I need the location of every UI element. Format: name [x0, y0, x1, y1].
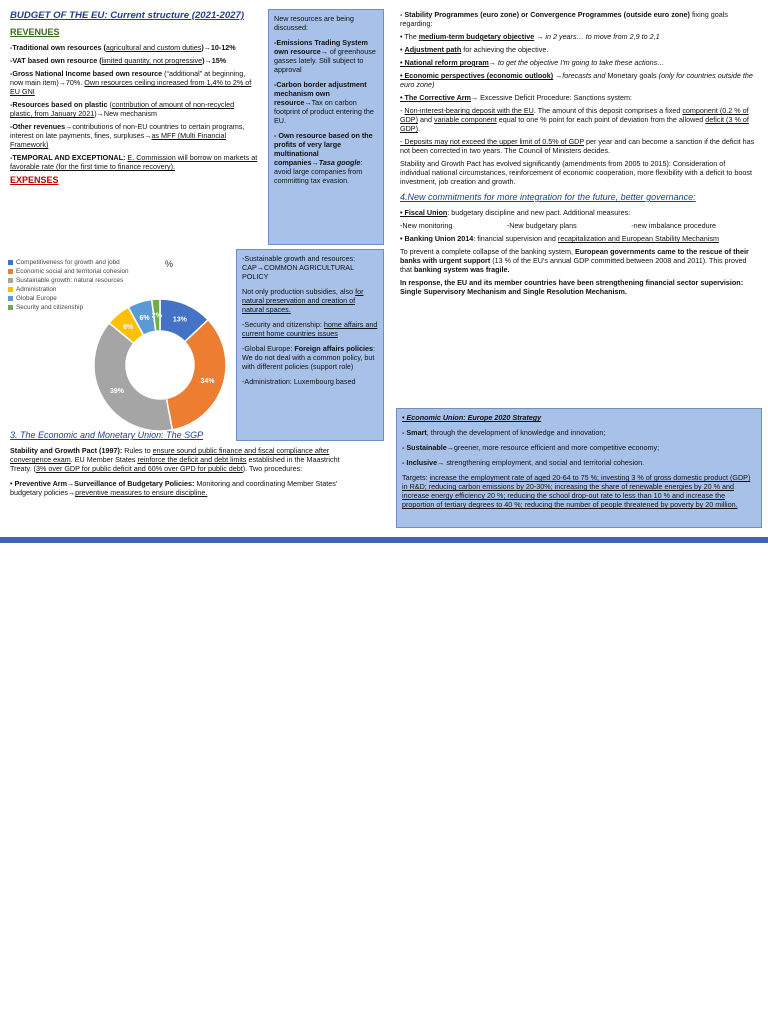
legend-label: Administration — [16, 286, 57, 293]
legend-label: Competitiveness for growth and jobd — [16, 259, 120, 266]
fiscal-measures — [400, 221, 756, 230]
cap-subsidies: Not only production subsidies, also for natural preservation and creation of natural spaces. — [242, 287, 364, 314]
legend-item — [8, 258, 178, 267]
governance-heading: 4.New commitments for more integration for the future, better governance: — [400, 192, 696, 202]
national-reform-program: • National reform program→ to get the objective I'm going to take these actions… — [400, 58, 665, 67]
budgetary-objective: • The medium-term budgetary objective → in 2 years… to move from 2,9 to 2,1 — [400, 32, 660, 41]
revenue-traditional: -Traditional own resources (agricultural and custom duties)→10-12% — [10, 43, 236, 52]
legend-label: Global Europe — [16, 295, 57, 302]
legend-item — [8, 267, 178, 276]
global-europe-text: -Global Europe: Foreign affairs policies: We do not deal with a common policy, but with different policies (support role) — [242, 344, 376, 371]
administration-text: -Administration: Luxembourg based — [242, 377, 356, 386]
revenue-gni: -Gross National Income based own resource (“additional” at beginning, now main item)→70%. Own resources ceiling increased from 1,4% to 2% of EU GNI — [10, 69, 252, 96]
revenue-vat: -VAT based own resource (limited quantity, not progressive)→15% — [10, 56, 227, 65]
donut-data-label: 6% — [139, 314, 150, 322]
donut-data-label: 2% — [151, 312, 162, 320]
fiscal-union: • Fiscal Union: budgetary discipline and new pact. Additional measures: — [400, 208, 631, 217]
sgp-evolution: Stability and Growth Pact has evolved significantly (amendments from 2005 to 2015): Consideration of individual national circumstances, reinforcement of economic cooperation, more flexibility with a deficit to boost investment, job creation and growth. — [400, 159, 752, 186]
legend-label: Sustainable growth: natural resources — [16, 277, 124, 284]
column-left — [10, 10, 258, 187]
corrective-arm: • The Corrective Arm→ Excessive Deficit Procedure: Sanctions system: — [400, 93, 632, 102]
legend-swatch — [8, 260, 13, 265]
europe-2020-box — [396, 408, 762, 528]
legend-swatch — [8, 296, 13, 301]
carbon-border-resource: -Carbon border adjustment mechanism own resource→Tax on carbon footprint of product entering the EU. — [274, 80, 374, 125]
donut-data-label: 6% — [123, 323, 134, 331]
page-title: BUDGET OF THE EU: Current structure (2021-2027) — [10, 10, 245, 21]
stability-programmes: - Stability Programmes (euro zone) or Convergence Programmes (outside euro zone) fixing goals regarding: — [400, 10, 728, 28]
measure-monitoring: -New monitoring — [400, 221, 453, 230]
ets-resource: -Emissions Trading System own resource→ of greenhouse gasses lately. Still subject to approval — [274, 38, 376, 74]
legend-label: Economic social and territorial cohesion — [16, 268, 129, 275]
donut-data-label: 39% — [109, 387, 124, 395]
legend-swatch — [8, 278, 13, 283]
multinational-resource: - Own resource based on the profits of very large multinational companies→Tasa google: avoid large companies from committing tax evasion. — [274, 131, 373, 185]
sgp-paragraph: Stability and Growth Pact (1997): Rules to ensure sound public finance and fiscal compliance after convergence exam. EU Member States reinforce the deficit and debt limits established in the Maastricht Treaty. (3% over GDP for public deficit and 60% over GPD for public debt). Two procedures: — [10, 446, 340, 473]
europe-2020-title: • Economic Union: Europe 2020 Strategy — [402, 413, 542, 422]
chart-unit-label: % — [165, 259, 174, 269]
banking-rescue: To prevent a complete collapse of the banking system, European governments came to the rescue of their banks with urgent support (13 % of the EU's annual GDP committed between 2008 and 2011). This proved that banking system was fragile. — [400, 247, 749, 274]
sustainable-growth: - Sustainable→greener, more resource efficient and more competitive economy; — [402, 443, 660, 452]
page-bottom-rule — [0, 537, 768, 543]
new-resources-intro: New resources are being discussed: — [274, 14, 354, 32]
measure-imbalance: -new imbalance procedure — [631, 221, 716, 230]
financial-supervision: In response, the EU and its member countries have been strengthening financial sector supervision: Single Supervisory Mechanism and Single Resolution Mechanism. — [400, 278, 744, 296]
security-text: -Security and citizenship: home affairs and current home countries issues — [242, 320, 378, 338]
sgp-heading: 3. The Economic and Monetary Union: The SGP — [10, 430, 204, 440]
adjustment-path: • Adjustment path for achieving the objective. — [400, 45, 549, 54]
banking-union: • Banking Union 2014: financial supervision and recapitalization and European Stability Mechanism — [400, 234, 719, 243]
legend-swatch — [8, 287, 13, 292]
economic-perspectives: • Economic perspectives (economic outlook) →forecasts and Monetary goals (only for countries outside the euro zone) — [400, 71, 753, 89]
expense-categories-box — [236, 249, 384, 441]
new-resources-box — [268, 9, 384, 245]
smart-growth: - Smart, through the development of knowledge and innovation; — [402, 428, 606, 437]
revenue-plastic: -Resources based on plastic (contribution of amount of non-recycled plastic, from January 2021)→New mechanism — [10, 100, 235, 118]
deposit-limit: - Deposits may not exceed the upper limit of 0.5% of GDP per year and can become a sanction if the deficit has not been corrected in two years. The Council of Ministers decides. — [400, 137, 755, 155]
inclusive-growth: - Inclusive→ strengthening employment, and social and territorial cohesion. — [402, 458, 645, 467]
legend-label: Security and citizenship — [16, 304, 84, 311]
revenue-temporal: -TEMPORAL AND EXCEPTIONAL: E. Commission will borrow on markets at favorable rate (for the first time to finance recovery). — [10, 153, 258, 171]
column-right — [400, 10, 756, 300]
deposit-text: - Non-interest-bearing deposit with the EU. The amount of this deposit comprises a fixed component (0.2 % of GDP) and variable component equal to one % point for each point of deviation from the allowed deficit (3 % of GDP). — [400, 106, 749, 133]
donut-data-label: 13% — [172, 316, 187, 324]
legend-item — [8, 276, 178, 285]
donut-slice — [166, 320, 226, 430]
legend-swatch — [8, 269, 13, 274]
cap-text: -Sustainable growth and resources: CAP→COMMON AGRICULTURAL POLICY — [242, 254, 356, 281]
revenue-other: -Other revenues→contributions of non-EU countries to certain programs, interest on late payments, fines, surpluses→as MFF (Multi Financial Framework) — [10, 122, 245, 149]
targets-text: Targets: increase the employment rate of aged 20-64 to 75 %; investing 3 % of gross domestic product (GDP) in R&D; reducing carbon emissions by 20-30%; increasing the share of renewable energies by 20 % and increase energy efficiency 20 %; reducing the school drop-out rate to less than 10 % and increase the proportion of tertiary degrees to 40 %; reducing the number of people threatened by poverty by 20 million. — [402, 473, 751, 509]
revenues-heading: REVENUES — [10, 27, 60, 37]
donut-data-label: 34% — [200, 377, 215, 385]
expenses-heading: EXPENSES — [10, 175, 59, 185]
legend-swatch — [8, 305, 13, 310]
expenses-donut-chart — [80, 290, 240, 440]
measure-budgetary-plans: -New budgetary plans — [506, 221, 577, 230]
preventive-arm: • Preventive Arm→Surveillance of Budgetary Policies: Monitoring and coordinating Member States' budgetary policies→preventive measures to ensure discipline. — [10, 479, 338, 497]
